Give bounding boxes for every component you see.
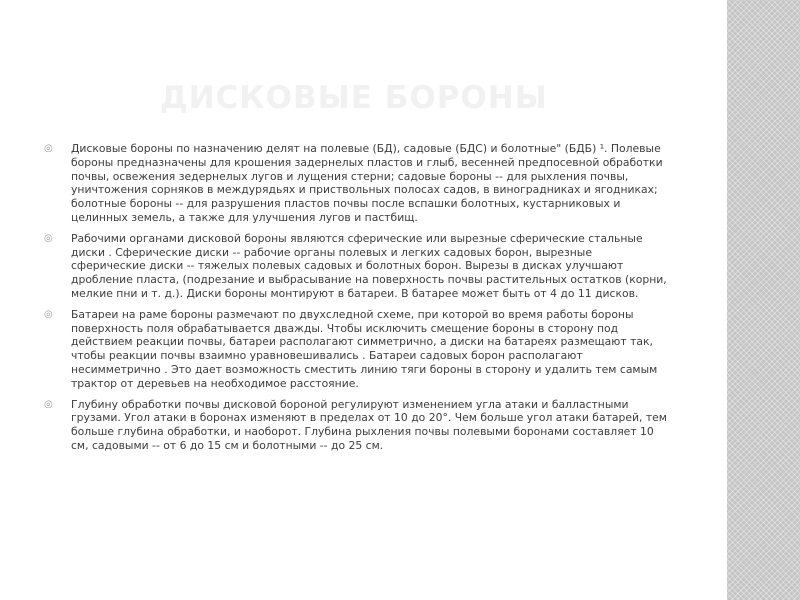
list-item	[44, 142, 669, 225]
list-item	[44, 308, 669, 391]
paragraph-text: Батареи на раме бороны размечают по двухследной схеме, при которой во время работы бороны поверхность поля обрабатывается дважды. Чтобы исключить смещение бороны в сторону под действием реакции почвы, батареи располагают симметрично, а диски на батареях размещают так, чтобы реакции почвы взаимно уравновешивались . Батареи садовых борон располагают несимметрично . Это дает возможность сместить линию тяги бороны в сторону и удалить тем самым трактор от деревьев на необходимое расстояние.	[71, 307, 658, 390]
bullet-ring-icon: ◎	[44, 308, 53, 320]
bullet-ring-icon: ◎	[44, 398, 53, 410]
decorative-side-band	[727, 0, 800, 600]
paragraph-text: Рабочими органами дисковой бороны являются сферические или вырезные сферические стальные диски . Сферические диски -- рабочие органы полевых и легких садовых борон, вырезные сферические диски -- тяжелых полевых садовых и болотных борон. Вырезы в дисках улучшают дробление пласта, (подрезание и выбрасывание на поверхность почвы растительных остатков (корни, мелкие пни и т. д.). Диски бороны монтируют в батареи. В батарее может быть от 4 до 11 дисков.	[71, 231, 667, 300]
bullet-ring-icon: ◎	[44, 143, 53, 154]
list-item	[44, 232, 669, 301]
list-item	[44, 398, 669, 453]
slide-title: ДИСКОВЫЕ БОРОНЫ	[160, 80, 548, 116]
paragraph-text: Глубину обработки почвы дисковой бороной регулируют изменением угла атаки и балластными грузами. Угол атаки в боронах изменяют в пределах от 10 до 20°. Чем больше угол атаки батарей, тем больше глубина обработки, и наоборот. Глубина рыхления почвы полевыми боронами составляет 10 см, садовыми -- от 6 до 15 см и болотными -- до 25 см.	[71, 397, 667, 452]
bullet-list	[44, 142, 669, 460]
paragraph-text: Дисковые бороны по назначению делят на полевые (БД), садовые (БДС) и болотные" (БДБ) ¹. Полевые бороны предназначены для крошения задернелых пластов и глыб, весенней предпосевной обработки почвы, освежения зедернелых лугов и лущения стерни; садовые бороны -- для рыхления почвы, уничтожения сорняков в междурядьях и приствольных полосах садов, в виноградниках и ягодниках; болотные бороны -- для разрушения пластов почвы после вспашки болотных, кустарниковых и целинных земель, а также для улучшения лугов и пастбищ.	[71, 142, 663, 224]
bullet-ring-icon: ◎	[44, 232, 53, 244]
